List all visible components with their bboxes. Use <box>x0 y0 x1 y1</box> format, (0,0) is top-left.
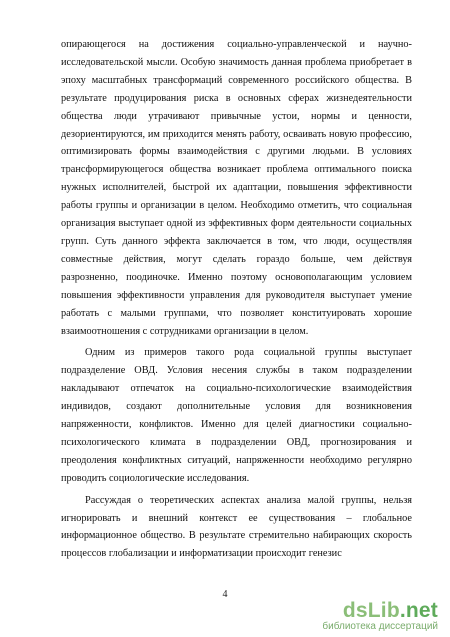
watermark-logo <box>343 599 438 623</box>
watermark-logo-prefix: dsLib <box>342 599 400 622</box>
watermark-logo-suffix: .net <box>399 599 438 622</box>
paragraph-3: Рассуждая о теоретических аспектах анализа малой группы, нельзя игнорировать и внешний контекст ее существования – глобальное информационное общество. В результате стремительно набирающих скорость процессов глобализации и информатизации происходит генезис <box>61 494 412 560</box>
watermark <box>318 599 438 633</box>
paragraph-2: Одним из примеров такого рода социальной группы выступает подразделение ОВД. Условия несения службы в таком подразделении накладывают отпечаток на социально-психологические взаимодействия индивидов, создают дополнительные условия для возникновения напряженности, конфликтов. Именно для целей диагностики социально-психологического климата в подразделении ОВД, прогнозирования и преодоления конфликтных ситуаций, напряженности необходимо регулярно проводить социологические исследования. <box>61 347 412 484</box>
page-number: 4 <box>222 589 228 600</box>
document-body <box>61 36 412 563</box>
paragraph-1: опирающегося на достижения социально-управленческой и научно-исследовательской мысли. Особую значимость данная проблема приобретает в эпоху масштабных трансформаций современного российского общества. В результате продуцирования риска в основных сферах жизнедеятельности общества люди утрачивают привычные устои, нормы и ценности, дезориентируются, им приходится менять работу, осваивать новую профессию, оптимизировать формы взаимодействия с другими людьми. В условиях трансформирующегося общества возникает проблема оптимального поиска нужных исполнителей, быстрой их адаптации, повышения эффективности работы группы и организации в целом. Необходимо отметить, что социальная организация выступает одной из эффективных форм деятельности социальных групп. Суть данного эффекта заключается в том, что люди, осуществляя совместные действия, могут сделать гораздо больше, чем действуя разрозненно, поодиночке. Именно поэтому основополагающим условием повышения эффективности управления для руководителя выступает умение работать с малыми группами, что позволяет конституировать хорошие взаимоотношения с сотрудниками организации в целом. <box>61 39 412 337</box>
watermark-caption: библиотека диссертаций <box>322 621 438 632</box>
